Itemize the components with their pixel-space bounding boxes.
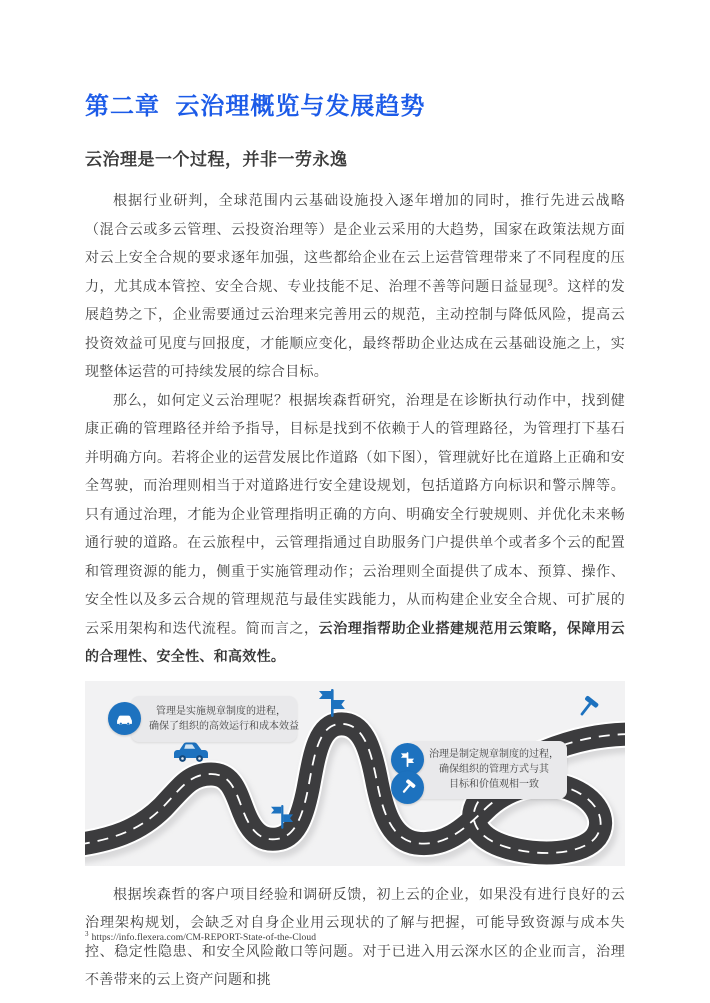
governance-callout [407,741,567,799]
footnote-url-link[interactable]: https://info.flexera.com/CM-REPORT-State-of-the-Cloud [91,933,317,944]
paragraph-2-bold-text: 云治理指帮助企业搭建规范用云策略，保障用云的合理性、安全性、和高效性。 [85,619,625,664]
management-callout-line2: 确保了组织的高效运行和成本效益 [149,720,299,732]
car-icon [174,742,208,761]
paragraph-1-text-after: 。这样的发展趋势之下，企业需要通过云治理来完善用云的规范，主动控制与降低风险，提高云投资效益可见度与回报度，才能顺应变化，最终帮助企业达成在云基础设施之上，实现整体运营的可持续发展的综合目标。 [85,277,625,379]
footnote-marker: 3 [85,930,89,938]
management-callout [131,696,297,742]
hammer-icon [575,695,599,720]
section-title: 云治理是一个过程，并非一劳永逸 [85,150,348,169]
paragraph-2 [85,386,625,671]
paragraph-3-text: 根据埃森哲的客户项目经验和调研反馈，初上云的企业，如果没有进行良好的云治理架构规划，会缺乏对自身企业用云现状的了解与把握，可能导致资源与成本失控、稳定性隐患、和安全风险敞口等问题。对于已进入用云深水区的企业而言，治理不善带来的云上资产问题和挑 [85,885,625,987]
car-icon [108,702,141,735]
footnote [85,930,316,943]
hammer-icon [391,771,424,804]
management-callout-line1: 管理是实施规章制度的进程， [156,705,286,717]
paragraph-1-text: 根据行业研判，全球范围内云基础设施投入逐年增加的同时，推行先进云战略（混合云或多云管理、云投资治理等）是企业云采用的大趋势，国家在政策法规方面对云上安全合规的要求逐年加强，这些都给企业在云上运营管理带来了不同程度的压力，尤其成本管控、安全合规、专业技能不足、治理不善等问题日益显现 [85,192,625,294]
governance-callout-line3: 目标和价值观相一致 [449,779,539,790]
governance-callout-line2: 确保组织的管理方式与其 [439,764,549,775]
paragraph-2-text: 那么，如何定义云治理呢？根据埃森哲研究，治理是在诊断执行动作中，找到健康正确的管理路径并给予指导，目标是找到不依赖于人的管理路径，为管理打下基石并明确方向。若将企业的运营发展比作道路（如下图），管理就好比在道路上正确和安全驾驶，而治理则相当于对道路进行安全建设规划，包括道路方向标识和警示牌等。只有通过治理，才能为企业管理指明正确的方向、明确安全行驶规则、并优化未来畅通行驶的道路。在云旅程中，云管理指通过自助服务门户提供单个或者多个云的配置和管理资源的能力，侧重于实施管理动作；云治理则全面提供了成本、预算、操作、安全性以及多云合规的管理规范与最佳实践能力，从而构建企业安全合规、可扩展的云采用架构和迭代流程。简而言之， [85,391,625,636]
paragraph-1 [85,186,625,386]
chapter-title: 第二章 云治理概览与发展趋势 [85,93,426,120]
governance-callout-line1: 治理是制定规章制度的过程， [429,749,559,760]
cloud-governance-road-figure [85,681,625,866]
footnote-ref-3[interactable]: 3 [547,276,553,287]
